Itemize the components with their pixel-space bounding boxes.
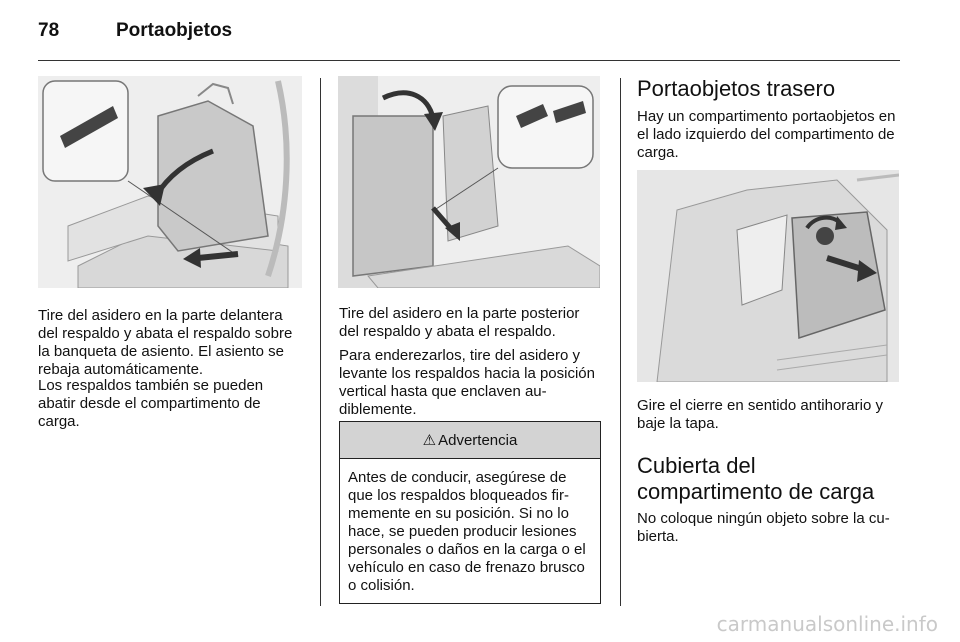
rear-seat-fold-from-cargo-illustration [338,76,600,288]
seat-backrest-fold-illustration [38,76,302,288]
column-divider-1 [320,78,321,606]
col3-paragraph-1: Hay un compartimento portaobjetos en el lado izquierdo del compartimento de carga. [637,108,896,161]
col2-paragraph-1: Tire del asidero en la parte posterior del respaldo y abata el respaldo. [339,305,580,340]
col2-paragraph-2: Para enderezarlos, tire del asidero y levante los respaldos hacia la posición vertical hasta que enclaven audiblemente. [339,347,595,418]
col1-paragraph-2: Los respaldos también se pueden abatir desde el compartimento de carga. [38,377,264,430]
watermark: carmanualsonline.info [716,612,938,636]
warning-triangle-icon: ⚠ [422,432,437,449]
warning-text: Antes de conducir, asegúrese de que los respaldos bloqueados firmemente en su posición. Si no lo hace, se pueden producir lesiones personales o daños en la carga o el vehículo en caso de frenazo brusco o colisión. [348,469,586,594]
page-number: 78 [38,20,60,41]
section-heading-cargo-cover: Cubierta del compartimento de carga [637,453,875,504]
warning-title: Advertencia [438,431,518,449]
rear-storage-cover-illustration [637,170,899,382]
col1-paragraph-1: Tire del asidero en la parte delantera del respaldo y abata el respaldo sobre la banqueta de asiento. El asiento se rebaja automáticamente. [38,307,293,378]
col3-paragraph-3: No coloque ningún objeto sobre la cubierta. [637,510,890,545]
column-divider-2 [620,78,621,606]
warning-box [339,421,601,604]
col3-paragraph-2: Gire el cierre en sentido antihorario y baje la tapa. [637,397,883,432]
header-rule [38,60,900,61]
page-title: Portaobjetos [116,20,233,41]
warning-header [340,422,600,459]
section-heading-rear-storage: Portaobjetos trasero [637,76,836,101]
